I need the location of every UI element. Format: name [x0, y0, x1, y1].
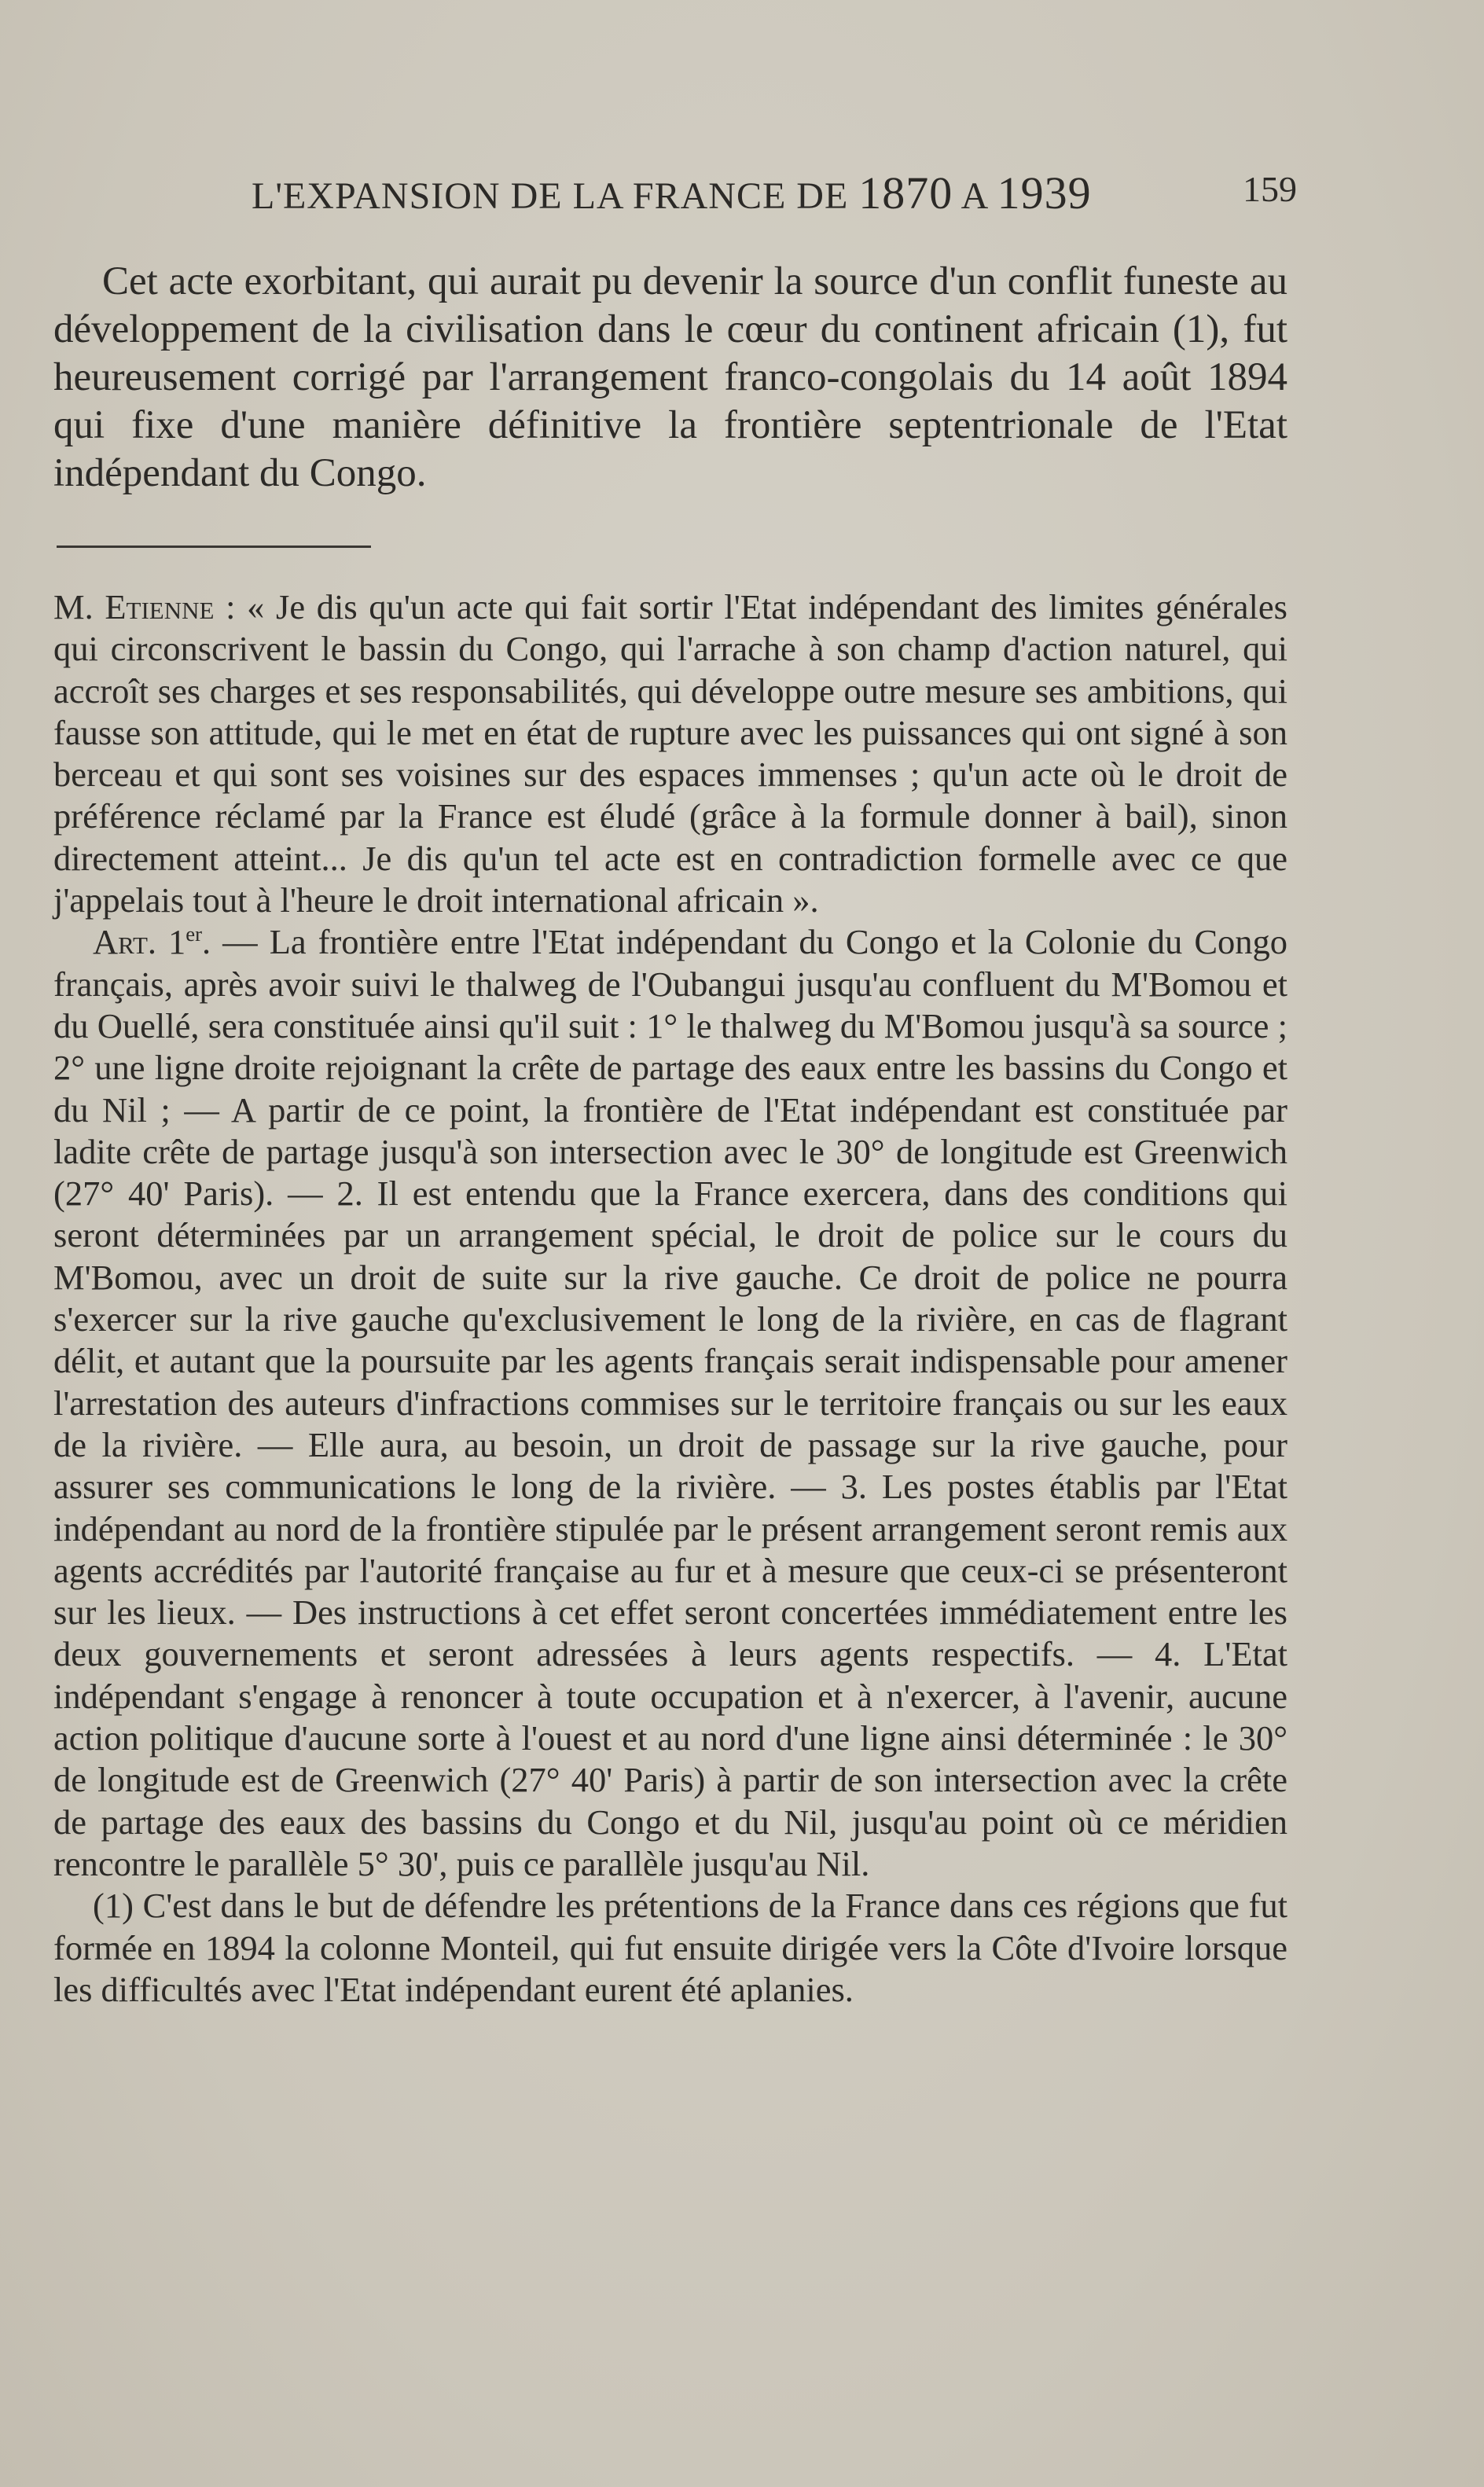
note-article	[53, 921, 1287, 1885]
running-title-text: L'EXPANSION DE LA FRANCE DE	[252, 175, 859, 217]
note-etienne	[53, 586, 1287, 921]
main-paragraph: Cet acte exorbitant, qui aurait pu devenir la source d'un conflit funeste au développement de la civilisation dans le cœur du continent africain (1), fut heureusement corrigé par l'arrangement franco-congolais du 14 août 1894 qui fixe d'une manière définitive la frontière septentrionale de l'Etat indépendant du Congo.	[53, 259, 1287, 495]
running-title	[252, 167, 1092, 219]
running-title-connector: A	[953, 175, 997, 217]
page-number: 159	[1243, 169, 1297, 209]
note-etienne-text: : « Je dis qu'un acte qui fait sortir l'Etat indépendant des limites générales qui circonscrivent le bassin du Congo, qui l'arrache à son champ d'action naturel, qui accroît ses charges et ses responsabilités, qui développe outre mesure ses ambitions, qui fausse son attitude, qui le met en état de rupture avec les puissances qui ont signé à son berceau et qui sont ses voisines sur des espaces immenses ; qu'un acte où le droit de préférence réclamé par la France est éludé (grâce à la formule donner à bail), sinon directement atteint... Je dis qu'un tel acte est en contradiction formelle avec ce que j'appelais tout à l'heure le droit international africain ».	[53, 587, 1287, 920]
footnote-1: (1) C'est dans le but de défendre les prétentions de la France dans ces régions que fut formée en 1894 la colonne Monteil, qui fut ensuite dirigée vers la Côte d'Ivoire lorsque les difficultés avec l'Etat indépendant eurent été aplanies.	[53, 1886, 1287, 2009]
note-article-label: Art. 1	[93, 922, 186, 962]
running-title-year-start: 1870	[858, 167, 953, 219]
note-etienne-name: Etienne	[105, 587, 215, 626]
note-etienne-prefix: M.	[53, 587, 105, 626]
main-text	[53, 258, 1287, 498]
note-article-label-sup: er	[186, 922, 203, 946]
note-article-text: . — La frontière entre l'Etat indépendant du Congo et la Colonie du Congo français, après avoir suivi le thalweg de l'Oubangui jusqu'au confluent du M'Bomou et du Ouellé, sera constituée ainsi qu'il suit : 1° le thalweg du M'Bomou jusqu'à sa source ; 2° une ligne droite rejoignant la crête de partage des eaux entre les bassins du Congo et du Nil ; — A partir de ce point, la frontière de l'Etat indépendant est constituée par ladite crête de partage jusqu'à son intersection avec le 30° de longitude est Greenwich (27° 40' Paris). — 2. Il est entendu que la France exercera, dans des conditions qui seront déterminées par un arrangement spécial, le droit de police sur le cours du M'Bomou, avec un droit de suite sur la rive gauche. Ce droit de police ne pourra s'exercer sur la rive gauche qu'exclusivement le long de la rivière, en cas de flagrant délit, et autant que la poursuite par les agents français serait indispensable pour amener l'arrestation des auteurs d'infractions commises sur le territoire français ou sur les eaux de la rivière. — Elle aura, au besoin, un droit de passage sur la rive gauche, pour assurer ses communications le long de la rivière. — 3. Les postes établis par l'Etat indépendant au nord de la frontière stipulée par le présent arrangement seront remis aux agents accrédités par l'autorité française au fur et à mesure que ceux-ci se présenteront sur les lieux. — Des instructions à cet effet seront concertées immédiatement entre les deux gouvernements et seront adressées à leurs agents respectifs. — 4. L'Etat indépendant s'engage à renoncer à toute occupation et à n'exercer, à l'avenir, aucune action politique d'aucune sorte à l'ouest et au nord d'une ligne ainsi déterminée : le 30° de longitude est de Greenwich (27° 40' Paris) à partir de son intersection avec la crête de partage des eaux des bassins du Congo et du Nil, jusqu'au point où ce méridien rencontre le parallèle 5° 30', puis ce parallèle jusqu'au Nil.	[53, 922, 1287, 1883]
footnote-separator	[57, 546, 371, 548]
running-title-year-end: 1939	[997, 167, 1092, 219]
footnotes	[53, 586, 1287, 2011]
page-header	[252, 167, 1297, 222]
